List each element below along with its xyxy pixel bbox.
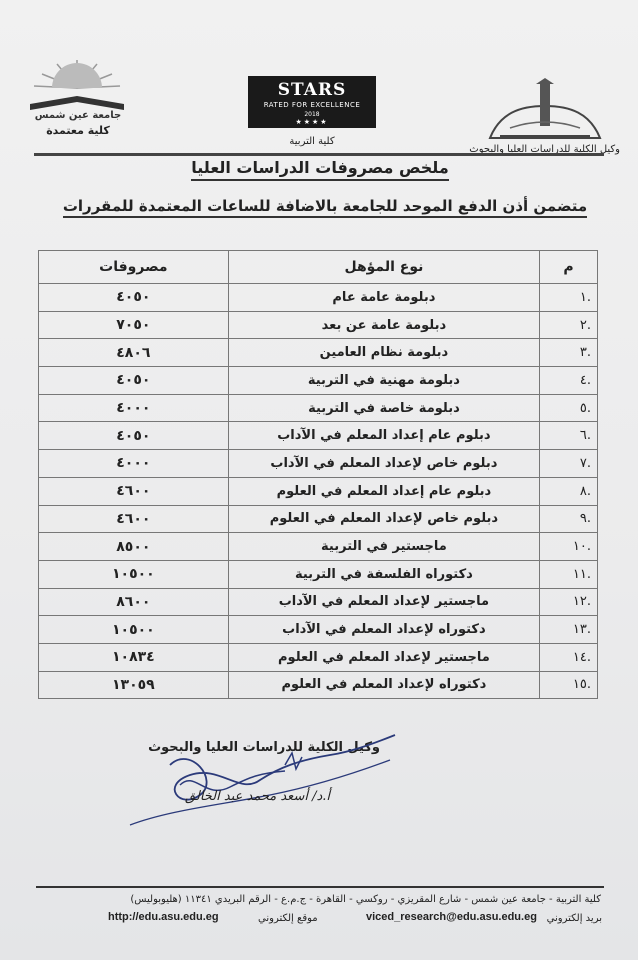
row-qualification: دبلومة مهنية في التربية xyxy=(228,367,539,395)
table-row xyxy=(39,394,598,422)
row-qualification: ماجستير في التربية xyxy=(228,533,539,561)
ain-shams-logo xyxy=(22,58,132,158)
row-fee: ٤٠٥٠ xyxy=(39,422,229,450)
row-number: .١٣ xyxy=(540,616,598,644)
table-row xyxy=(39,450,598,478)
table-row xyxy=(39,339,598,367)
row-fee: ٧٠٥٠ xyxy=(39,311,229,339)
document-subtitle: متضمن أذن الدفع الموحد للجامعة بالاضافة للساعات المعتمدة للمقررات xyxy=(40,197,610,215)
footer-address: كلية التربية - جامعة عين شمس - شارع المقريزي - روكسي - القاهرة - ج.م.ع - الرقم البريدي ١١٣٤١ (هليوبوليس) xyxy=(130,894,601,905)
footer-divider xyxy=(36,886,604,888)
header-qualification: نوع المؤهل xyxy=(228,251,539,284)
row-qualification: دبلوم خاص لإعداد المعلم في الآداب xyxy=(228,450,539,478)
signatory-title: وكيل الكلية للدراسات العليا والبحوث xyxy=(148,740,380,755)
row-number: .١١ xyxy=(540,560,598,588)
row-qualification: دبلوم خاص لإعداد المعلم في العلوم xyxy=(228,505,539,533)
row-fee: ٤٠٠٠ xyxy=(39,450,229,478)
row-number: .٢ xyxy=(540,311,598,339)
table-row xyxy=(39,588,598,616)
header-number: م xyxy=(540,251,598,284)
stars-logo xyxy=(248,76,376,154)
accredited-label: كلية معتمدة xyxy=(46,124,110,137)
table-row xyxy=(39,560,598,588)
college-name: كلية التربية xyxy=(289,136,335,147)
table-row xyxy=(39,284,598,312)
row-number: .١٥ xyxy=(540,671,598,699)
row-number: .١٤ xyxy=(540,643,598,671)
table-row xyxy=(39,643,598,671)
table-row xyxy=(39,422,598,450)
row-qualification: دكتوراه لإعداد المعلم في الآداب xyxy=(228,616,539,644)
faculty-emblem-icon xyxy=(470,78,620,142)
table-row xyxy=(39,477,598,505)
header-fees: مصروفات xyxy=(39,251,229,284)
row-qualification: دبلومة عامة عن بعد xyxy=(228,311,539,339)
signatory-name: أ.د/ أسعد محمد عبد الخالق xyxy=(185,789,330,804)
footer-email-link[interactable]: viced_research@edu.asu.edu.eg xyxy=(366,911,537,923)
row-qualification: دبلومة عامة عام xyxy=(228,284,539,312)
row-qualification: دبلومة خاصة في التربية xyxy=(228,394,539,422)
stars-tagline: RATED FOR EXCELLENCE xyxy=(263,101,361,109)
table-row xyxy=(39,533,598,561)
table-row xyxy=(39,616,598,644)
row-number: .٨ xyxy=(540,477,598,505)
row-number: .٦ xyxy=(540,422,598,450)
stars-rating-icon: ★★★★ xyxy=(295,118,329,126)
table-row xyxy=(39,505,598,533)
stars-brand: STARS xyxy=(277,80,347,100)
row-number: .٥ xyxy=(540,394,598,422)
row-qualification: ماجستير لإعداد المعلم في العلوم xyxy=(228,643,539,671)
row-number: .٧ xyxy=(540,450,598,478)
row-fee: ٤٠٥٠ xyxy=(39,367,229,395)
vice-dean-header-label: وكيل الكلية للدراسات العليا والبحوث xyxy=(469,144,620,155)
row-qualification: دبلومة نظام العامين xyxy=(228,339,539,367)
table-row xyxy=(39,671,598,699)
row-number: .١٢ xyxy=(540,588,598,616)
row-fee: ٤٠٠٠ xyxy=(39,394,229,422)
row-fee: ٤٠٥٠ xyxy=(39,284,229,312)
row-qualification: دكتوراه لإعداد المعلم في العلوم xyxy=(228,671,539,699)
row-qualification: دكتوراه الفلسفة في التربية xyxy=(228,560,539,588)
handwritten-signature xyxy=(110,725,400,835)
faculty-logo xyxy=(470,78,620,158)
row-fee: ١٣٠٥٩ xyxy=(39,671,229,699)
row-fee: ١٠٥٠٠ xyxy=(39,616,229,644)
fees-table xyxy=(38,250,598,699)
stars-year: 2018 xyxy=(304,111,320,118)
row-qualification: دبلوم عام إعداد المعلم في الآداب xyxy=(228,422,539,450)
row-number: .١٠ xyxy=(540,533,598,561)
sun-book-icon xyxy=(22,58,132,114)
stars-badge xyxy=(248,76,376,128)
row-qualification: دبلوم عام إعداد المعلم في العلوم xyxy=(228,477,539,505)
table-row xyxy=(39,367,598,395)
row-number: .٤ xyxy=(540,367,598,395)
row-number: .١ xyxy=(540,284,598,312)
table-row xyxy=(39,311,598,339)
row-number: .٩ xyxy=(540,505,598,533)
row-fee: ٤٨٠٦ xyxy=(39,339,229,367)
row-qualification: ماجستير لإعداد المعلم في الآداب xyxy=(228,588,539,616)
table-header-row xyxy=(39,251,598,284)
row-fee: ١٠٨٣٤ xyxy=(39,643,229,671)
header-divider xyxy=(34,153,604,156)
row-fee: ١٠٥٠٠ xyxy=(39,560,229,588)
row-number: .٣ xyxy=(540,339,598,367)
document-title: ملخص مصروفات الدراسات العليا xyxy=(100,158,540,177)
footer-email-label: بريد إلكتروني xyxy=(546,913,602,924)
row-fee: ٨٦٠٠ xyxy=(39,588,229,616)
row-fee: ٨٥٠٠ xyxy=(39,533,229,561)
footer-website-link[interactable]: http://edu.asu.edu.eg xyxy=(108,911,219,923)
row-fee: ٤٦٠٠ xyxy=(39,505,229,533)
row-fee: ٤٦٠٠ xyxy=(39,477,229,505)
university-name: جامعة عين شمس xyxy=(34,110,122,121)
footer-web-label: موقع إلكتروني xyxy=(258,913,318,924)
